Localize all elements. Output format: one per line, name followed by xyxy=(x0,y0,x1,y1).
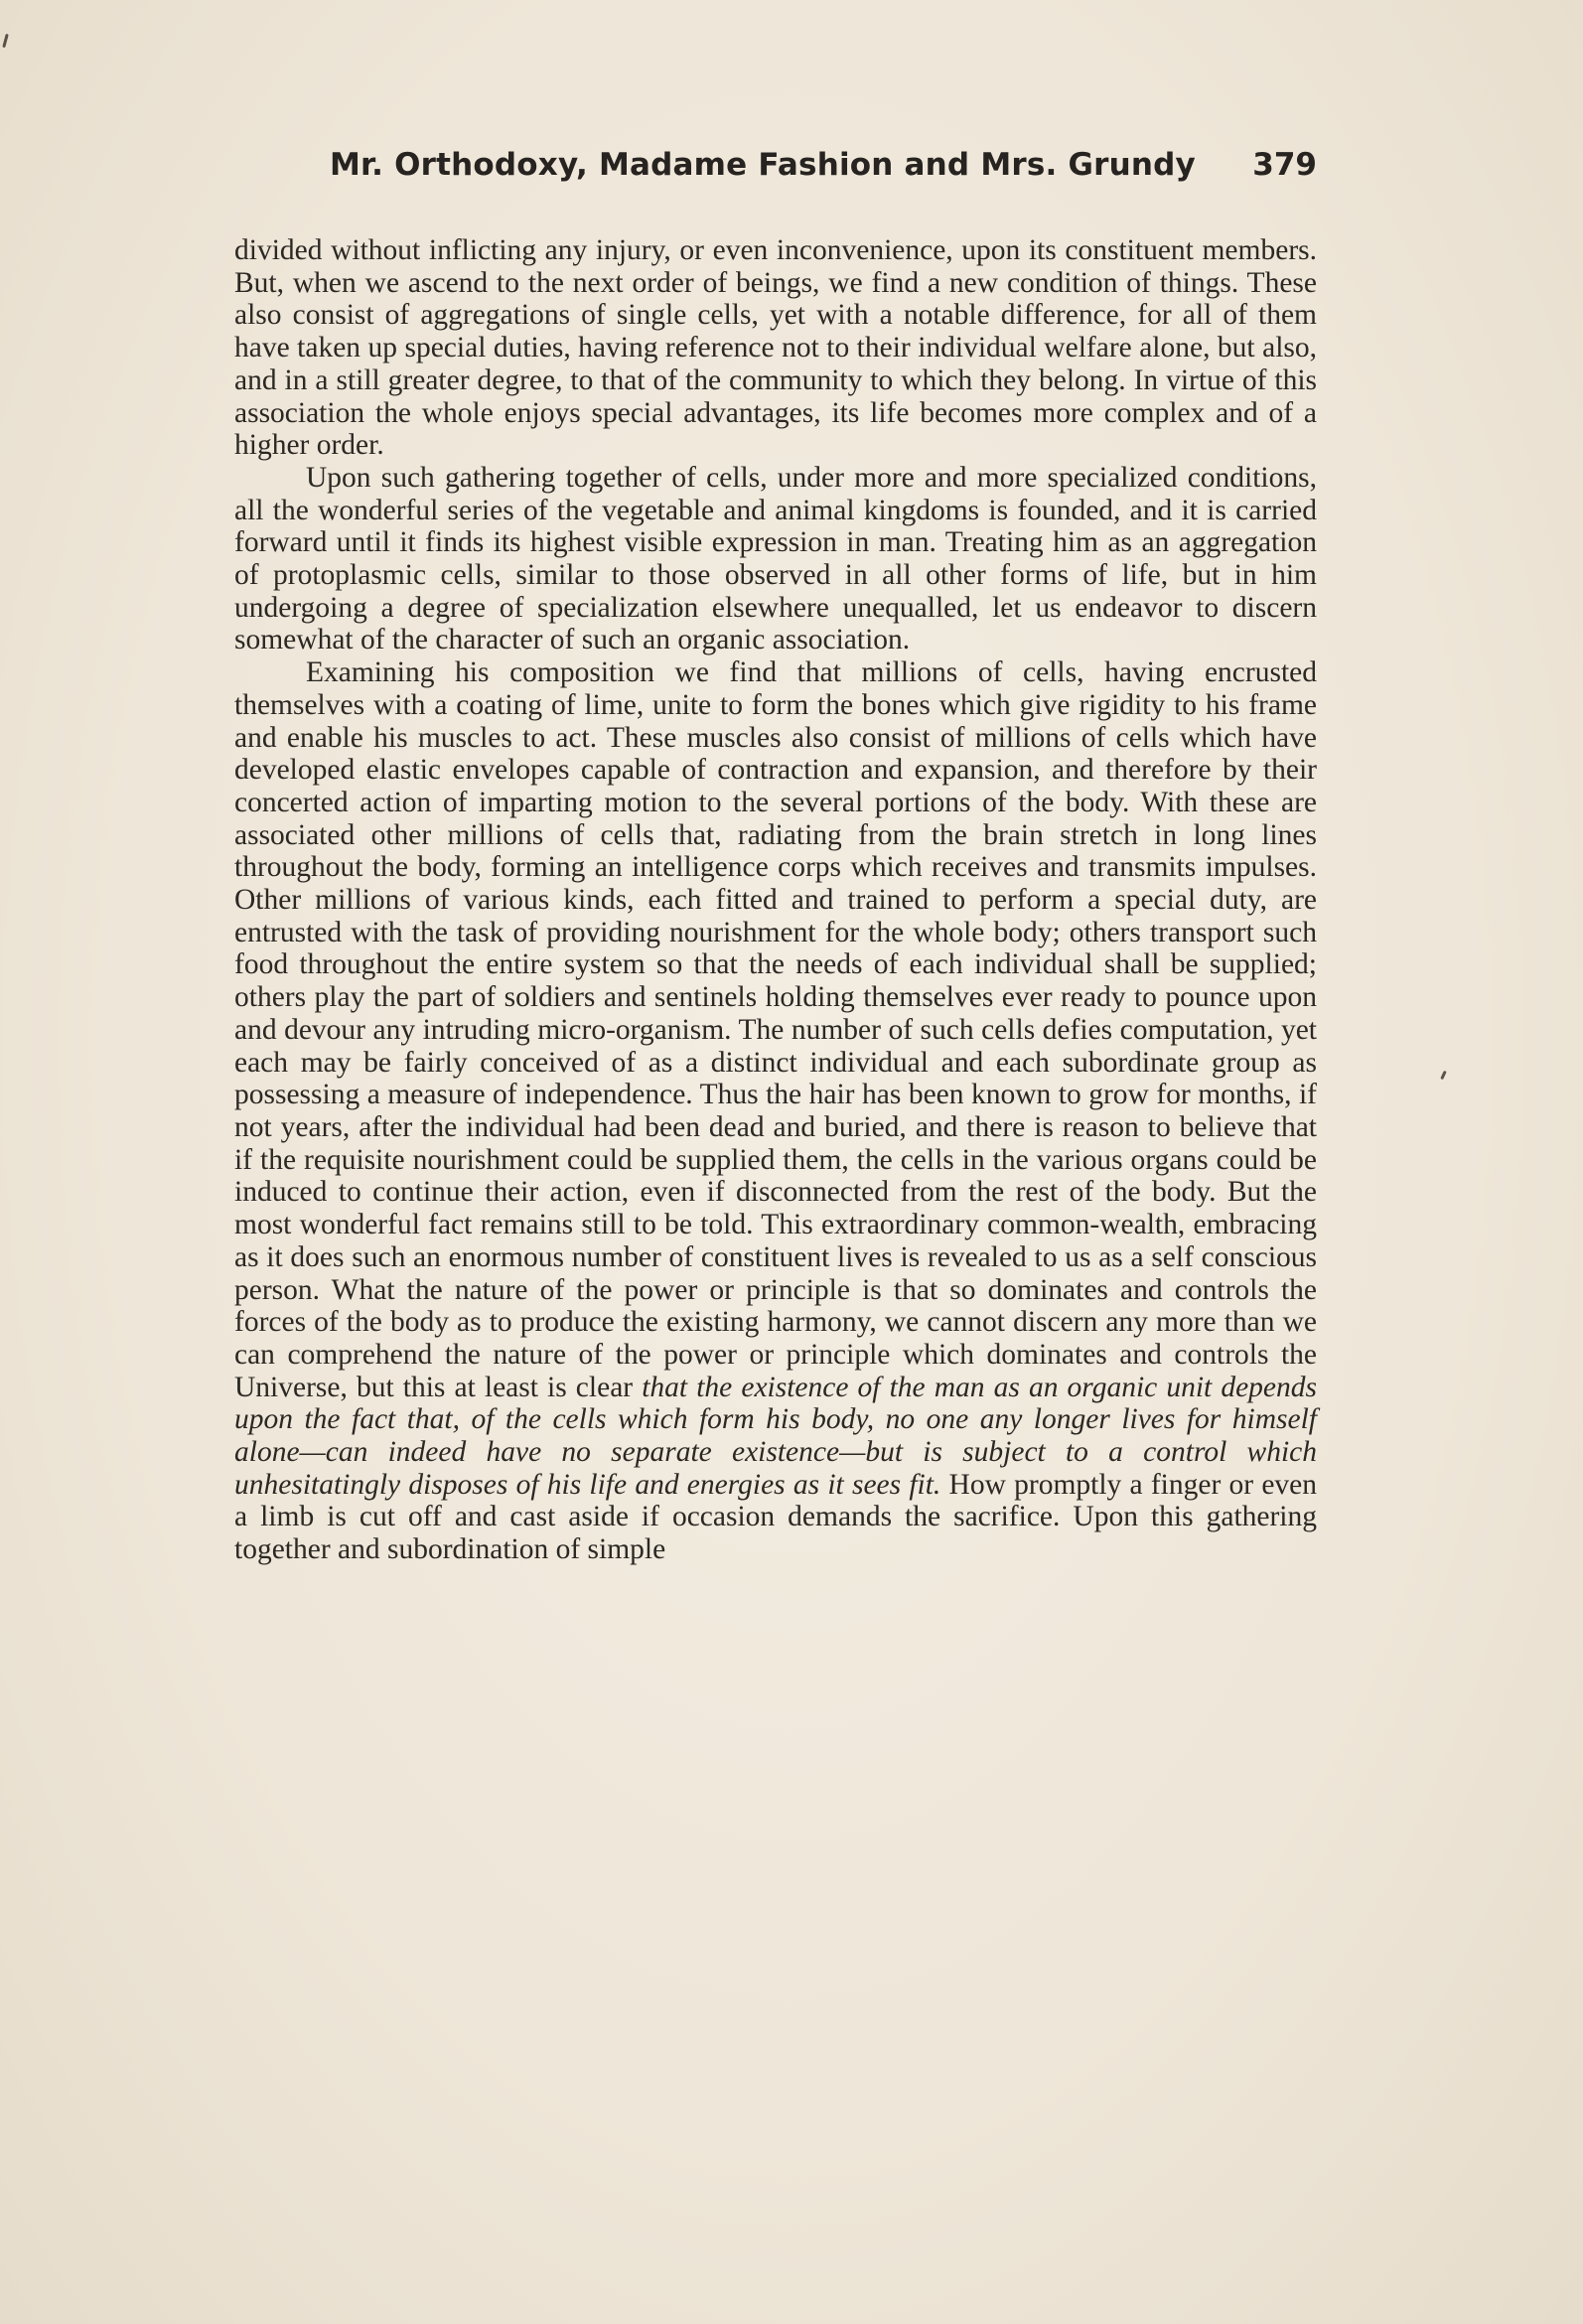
paper-speck xyxy=(2,34,9,48)
running-title: Mr. Orthodoxy, Madame Fashion and Mrs. Grundy xyxy=(330,147,1196,183)
paragraph: divided without inflicting any injury, or even inconvenience, upon its constituent members. But, when we ascend to the next order of beings, we find a new condition of things. These also consist of aggregations of single cells, yet with a notable difference, for all of them have taken up special duties, having reference not to their individual welfare alone, but also, and in a still greater degree, to that of the community to which they belong. In virtue of this association the whole enjoys special advantages, its life becomes more complex and of a higher order. xyxy=(234,234,1317,462)
paragraph xyxy=(234,656,1317,1566)
paragraph-text: How promptly a finger or even a limb is cut off and cast aside if occasion demands the sacrifice. Upon this gathering together and subordination of simple xyxy=(234,1468,1318,1566)
page-number: 379 xyxy=(1252,147,1317,183)
italic-passage: that the existence of the man as an organic unit depends upon the fact that, of the cells which form his body, no one any longer lives for himself alone—can indeed have no separate existence—but is subject to a control which unhesitatingly disposes of his life and energies as it sees fit. xyxy=(234,1371,1317,1501)
paragraph: Upon such gathering together of cells, under more and more specialized conditions, all the wonderful series of the vegetable and animal kingdoms is founded, and it is carried forward until it finds its highest visible expression in man. Treating him as an aggregation of protoplasmic cells, similar to those observed in all other forms of life, but in him undergoing a degree of specialization elsewhere unequalled, let us endeavor to discern somewhat of the character of such an organic association. xyxy=(234,461,1317,656)
paper-speck xyxy=(1440,1071,1447,1080)
paragraph-text: Examining his composition we find that millions of cells, having encrusted themselves with a coating of lime, unite to form the bones which give rigidity to his frame and enable his muscles to act. These muscles also consist of millions of cells which have developed elastic envelopes capable of contraction and expansion, and therefore by their concerted action of imparting motion to the several portions of the body. With these are associated other millions of cells that, radiating from the brain stretch in long lines throughout the body, forming an intelligence corps which receives and transmits impulses. Other millions of various kinds, each fitted and trained to perform a special duty, are entrusted with the task of providing nourishment for the whole body; others transport such food throughout the entire system so that the needs of each individual shall be supplied; others play the part of soldiers and sentinels holding themselves ever ready to pounce upon and devour any intruding micro-organism. The number of such cells defies computation, yet each may be fairly conceived of as a distinct individual and each subordinate group as possessing a measure of independence. Thus the hair has been known to grow for months, if not years, after the individual had been dead and buried, and there is reason to believe that if the requisite nourishment could be supplied them, the cells in the various organs could be induced to continue their action, even if disconnected from the rest of the body. But the most wonderful fact remains still to be told. This extraordinary common-wealth, embracing as it does such an enormous number of constituent lives is revealed to us as a self conscious person. What the nature of the power or principle is that so dominates and controls the forces of the body as to produce the existing harmony, we cannot discern any more than we can comprehend the nature of the power or principle which dominates and controls the Universe, but this at least is clear xyxy=(234,656,1317,1403)
body-text xyxy=(234,234,1317,1566)
page-header xyxy=(234,147,1317,195)
